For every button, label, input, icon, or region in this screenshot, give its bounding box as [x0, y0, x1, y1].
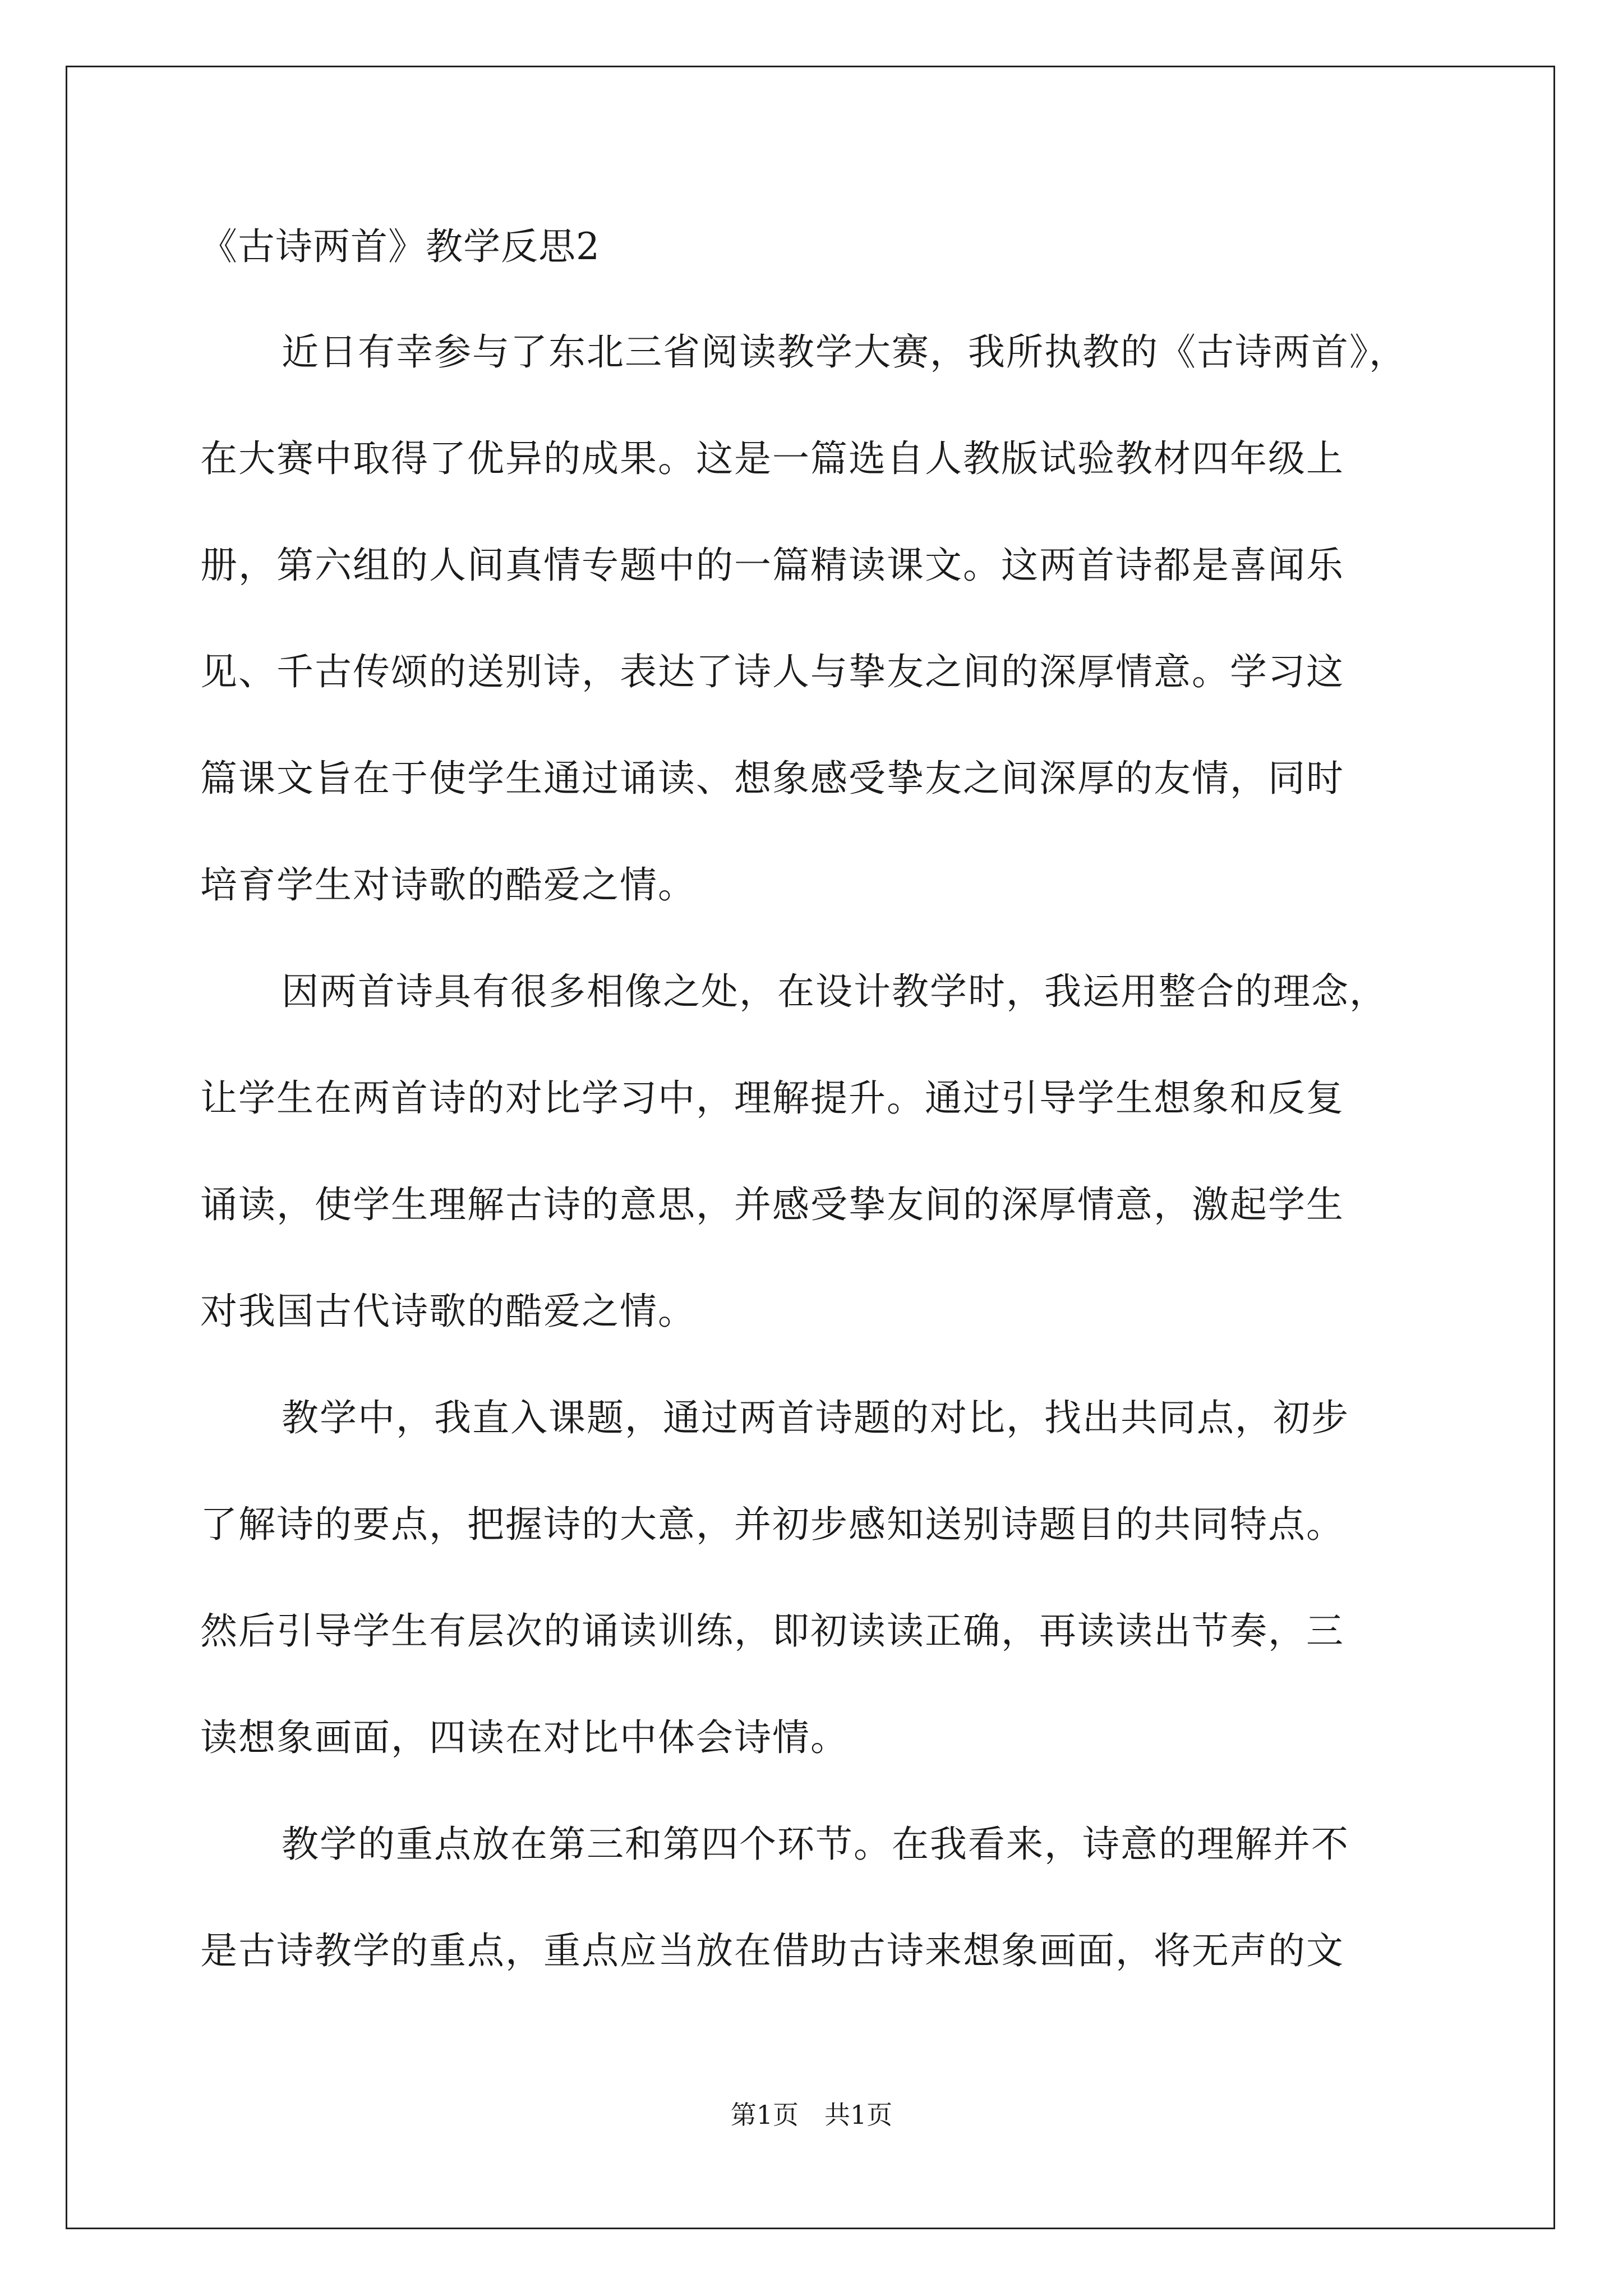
- paragraph-3-line-3: 然后引导学生有层次的诵读训练，即初读读正确，再读读出节奏，三: [200, 1609, 1344, 1653]
- paragraph-2-line-3: 诵读，使学生理解古诗的意思，并感受挚友间的深厚情意，激起学生: [200, 1183, 1344, 1226]
- paragraph-1-line-3: 册，第六组的人间真情专题中的一篇精读课文。这两首诗都是喜闻乐: [200, 544, 1344, 587]
- paragraph-4-line-1: 教学的重点放在第三和第四个环节。在我看来，诗意的理解并不: [282, 1823, 1349, 1866]
- page-number-footer: 第1页 共1页: [730, 2100, 893, 2130]
- paragraph-4-line-2: 是古诗教学的重点，重点应当放在借助古诗来想象画面，将无声的文: [200, 1929, 1344, 1972]
- paragraph-2-line-2: 让学生在两首诗的对比学习中，理解提升。通过引导学生想象和反复: [200, 1076, 1344, 1120]
- paragraph-1-line-2: 在大赛中取得了优异的成果。这是一篇选自人教版试验教材四年级上: [200, 437, 1344, 480]
- paragraph-1-line-4: 见、千古传颂的送别诗，表达了诗人与挚友之间的深厚情意。学习这: [200, 650, 1344, 693]
- paragraph-1-line-6: 培育学生对诗歌的酷爱之情。: [200, 863, 696, 907]
- paragraph-1-line-1: 近日有幸参与了东北三省阅读教学大赛，我所执教的《古诗两首》，: [282, 330, 1407, 374]
- paragraph-3-line-2: 了解诗的要点，把握诗的大意，并初步感知送别诗题目的共同特点。: [200, 1503, 1344, 1546]
- page-border: [66, 66, 1555, 2229]
- paragraph-2-line-1: 因两首诗具有很多相像之处，在设计教学时，我运用整合的理念，: [282, 970, 1387, 1013]
- paragraph-2-line-4: 对我国古代诗歌的酷爱之情。: [200, 1290, 696, 1333]
- paragraph-1-line-5: 篇课文旨在于使学生通过诵读、想象感受挚友之间深厚的友情，同时: [200, 757, 1344, 800]
- document-title: 《古诗两首》教学反思2: [200, 225, 600, 268]
- paragraph-3-line-1: 教学中，我直入课题，通过两首诗题的对比，找出共同点，初步: [282, 1396, 1349, 1439]
- paragraph-3-line-4: 读想象画面，四读在对比中体会诗情。: [200, 1716, 849, 1759]
